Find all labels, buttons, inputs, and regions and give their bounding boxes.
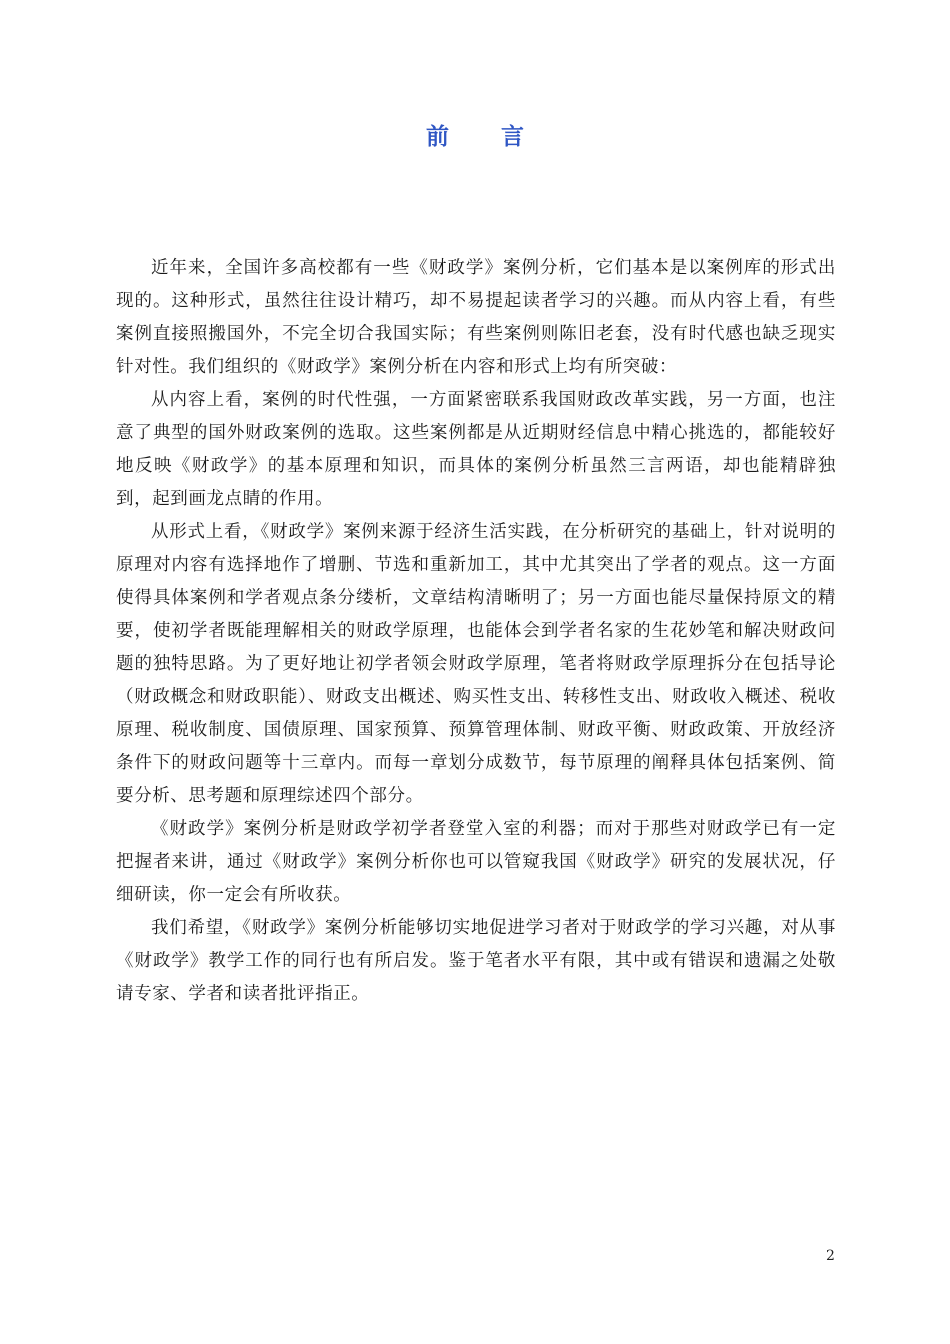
page-title: 前 言 [425,124,546,150]
body-text [116,252,836,1011]
paragraph-1: 近年来，全国许多高校都有一些《财政学》案例分析，它们基本是以案例库的形式出现的。这种形式，虽然往往设计精巧，却不易提起读者学习的兴趣。而从内容上看，有些案例直接照搬国外，不完全切合我国实际；有些案例则陈旧老套，没有时代感也缺乏现实针对性。我们组织的《财政学》案例分析在内容和形式上均有所突破： [116,258,836,377]
paragraph-3: 从形式上看，《财政学》案例来源于经济生活实践，在分析研究的基础上，针对说明的原理对内容有选择地作了增删、节选和重新加工，其中尤其突出了学者的观点。这一方面使得具体案例和学者观点条分缕析，文章结构清晰明了；另一方面也能尽量保持原文的精要，使初学者既能理解相关的财政学原理，也能体会到学者名家的生花妙笔和解决财政问题的独特思路。为了更好地让初学者领会财政学原理，笔者将财政学原理拆分在包括导论（财政概念和财政职能）、财政支出概述、购买性支出、转移性支出、财政收入概述、税收原理、税收制度、国债原理、国家预算、预算管理体制、财政平衡、财政政策、开放经济条件下的财政问题等十三章内。而每一章划分成数节，每节原理的阐释具体包括案例、简要分析、思考题和原理综述四个部分。 [116,522,836,806]
paragraph-2: 从内容上看，案例的时代性强，一方面紧密联系我国财政改革实践，另一方面，也注意了典型的国外财政案例的选取。这些案例都是从近期财经信息中精心挑选的，都能较好地反映《财政学》的基本原理和知识，而具体的案例分析虽然三言两语，却也能精辟独到，起到画龙点睛的作用。 [116,390,836,509]
paragraph-4: 《财政学》案例分析是财政学初学者登堂入室的利器；而对于那些对财政学已有一定把握者来讲，通过《财政学》案例分析你也可以管窥我国《财政学》研究的发展状况，仔细研读，你一定会有所收获。 [116,819,836,905]
paragraph-5: 我们希望，《财政学》案例分析能够切实地促进学习者对于财政学的学习兴趣，对从事《财政学》教学工作的同行也有所启发。鉴于笔者水平有限，其中或有错误和遗漏之处敬请专家、学者和读者批评指正。 [116,918,836,1004]
page-number: 2 [826,1248,835,1264]
